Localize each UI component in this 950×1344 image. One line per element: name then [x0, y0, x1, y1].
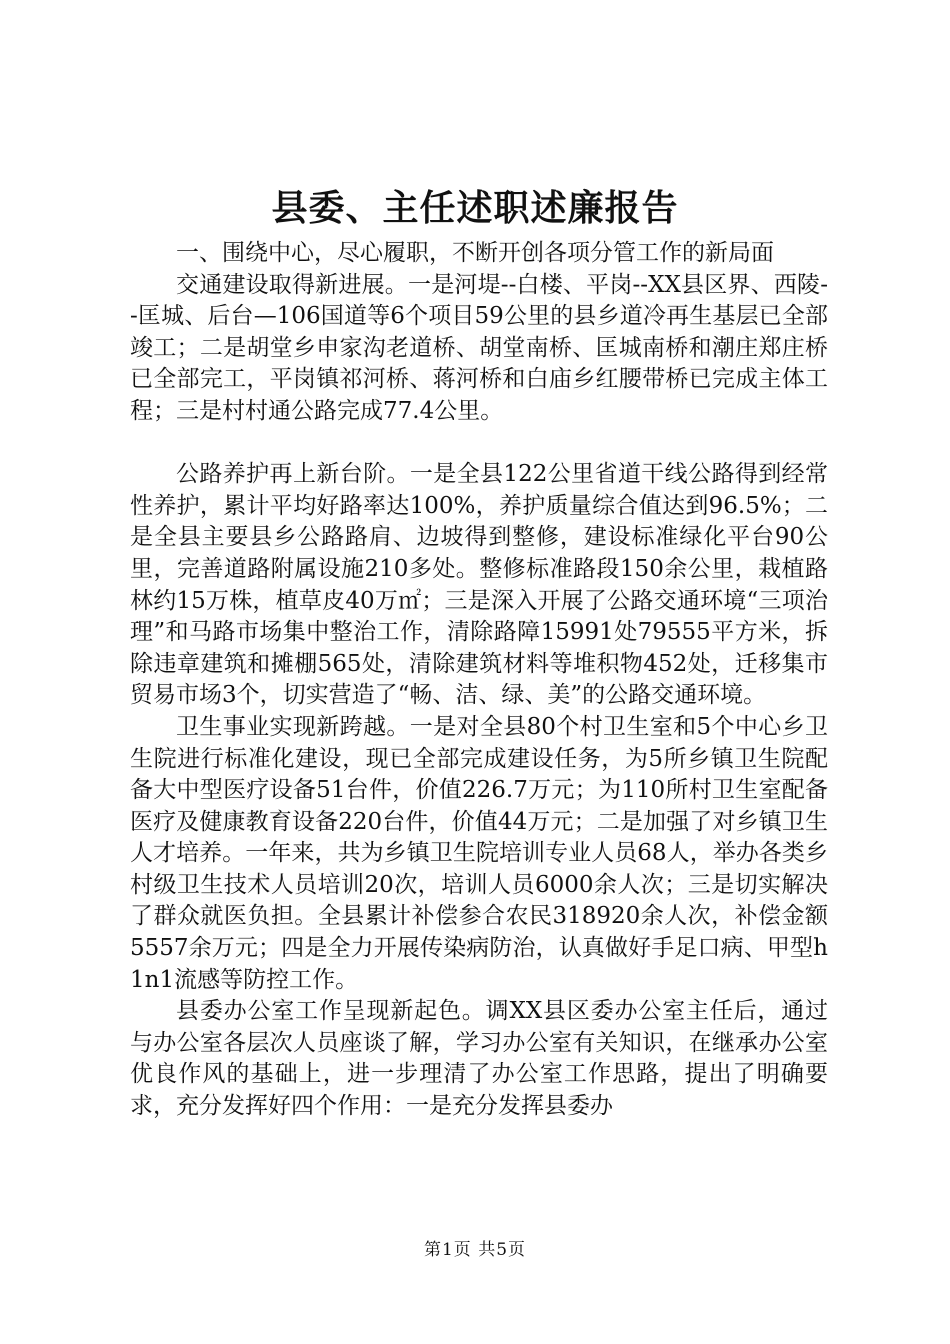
paragraph-road-maintenance: 公路养护再上新台阶。一是全县122公里省道干线公路得到经常性养护，累计平均好路率达100%，养护质量综合值达到96.5%；二是全县主要县乡公路路肩、边坡得到整修，建设标准绿化平台90公里，完善道路附属设施210多处。整修标准路段150余公里，栽植路林约15万株，植草皮40万㎡；三是深入开展了公路交通环境“三项治理”和马路市场集中整治工作，清除路障15991处79555平方米，拆除违章建筑和摊棚565处，清除建筑材料等堆积物452处，迁移集市贸易市场3个，切实营造了“畅、洁、绿、美”的公路交通环境。	[130, 461, 828, 709]
document-title: 县委、主任述职述廉报告	[271, 188, 679, 229]
paragraph-transport: 交通建设取得新进展。一是河堤--白楼、平岗--XX县区界、西陵--匡城、后台—106国道等6个项目59公里的县乡道冷再生基层已全部竣工；二是胡堂乡申家沟老道桥、胡堂南桥、匡城南桥和潮庄郑庄桥已全部完工，平岗镇祁河桥、蒋河桥和白庙乡红腰带桥已完成主体工程；三是村村通公路完成77.4公里。	[130, 271, 828, 424]
page-number-footer: 第1页 共5页	[423, 1240, 527, 1260]
paragraph-health: 卫生事业实现新跨越。一是对全县80个村卫生室和5个中心乡卫生院进行标准化建设，现已全部完成建设任务，为5所乡镇卫生院配备大中型医疗设备51台件，价值226.7万元；为110所村卫生室配备医疗及健康教育设备220台件，价值44万元；二是加强了对乡镇卫生人才培养。一年来，共为乡镇卫生院培训专业人员68人，举办各类乡村级卫生技术人员培训20次，培训人员6000余人次；三是切实解决了群众就医负担。全县累计补偿参合农民318920余人次，补偿金额5557余万元；四是全力开展传染病防治，认真做好手足口病、甲型h1n1流感等防控工作。	[130, 713, 828, 993]
document-body	[130, 238, 828, 1123]
paragraph-office: 县委办公室工作呈现新起色。调XX县区委办公室主任后，通过与办公室各层次人员座谈了解，学习办公室有关知识，在继承办公室优良作风的基础上，进一步理清了办公室工作思路，提出了明确要求，充分发挥好四个作用：一是充分发挥县委办	[130, 998, 828, 1120]
section-heading: 一、围绕中心，尽心履职，不断开创各项分管工作的新局面	[176, 240, 774, 266]
